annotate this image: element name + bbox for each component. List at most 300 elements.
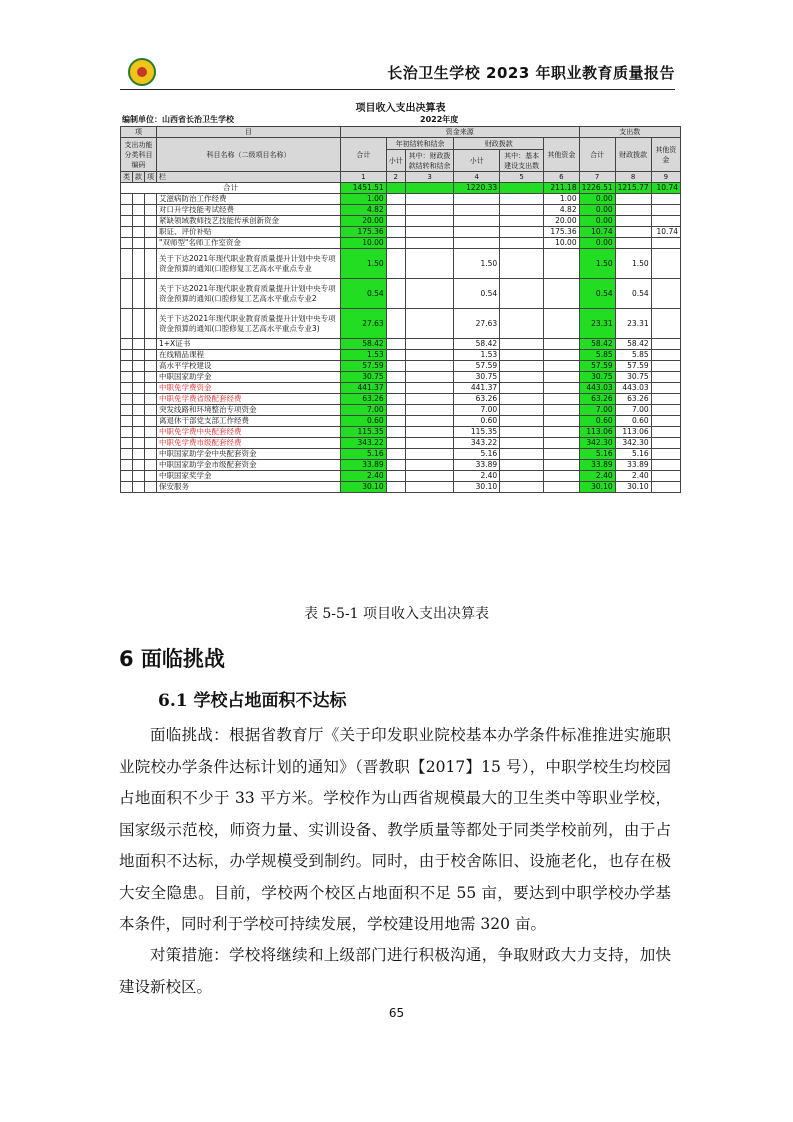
carry-subtotal-cell [386, 460, 405, 471]
kind-cell [121, 227, 133, 238]
total-cell: 175.36 [341, 227, 387, 238]
exp-other-cell [651, 471, 680, 482]
finance-table [120, 126, 681, 493]
exp-other-cell [651, 205, 680, 216]
header-n1: 1 [341, 172, 387, 183]
table-row [121, 361, 681, 372]
carry-fiscal-cell [405, 361, 454, 372]
item-cell [145, 405, 157, 416]
kind-cell [121, 449, 133, 460]
subject-name-cell: 保安服务 [157, 482, 341, 493]
section-cell [133, 471, 145, 482]
exp-fiscal-cell: 443.03 [615, 383, 651, 394]
exp-fiscal-cell: 342.30 [615, 438, 651, 449]
total-cell: 5.16 [341, 449, 387, 460]
fiscal-subtotal-cell: 63.26 [454, 394, 500, 405]
section-cell [133, 394, 145, 405]
header-funding-source: 资金来源 [341, 127, 580, 138]
basic-construction-cell [500, 194, 544, 205]
basic-construction-cell [500, 361, 544, 372]
table-row [121, 416, 681, 427]
exp-other-cell [651, 427, 680, 438]
paragraph-challenge: 面临挑战：根据省教育厅《关于印发职业院校基本办学条件标准推进实施职业院校办学条件达标计划的通知》（晋教职【2017】15 号），中职学校生均校园占地面积不少于 33 平方米。学校作为山西省规模最大的卫生类中等职业学校，国家级示范校，师资力量、实训设备、教学质量等都处于同类学校前列，由于占地面积不达标，办学规模受到制约。同时，由于校舍陈旧、设施老化，也存在极大安全隐患。目前，学校两个校区占地面积不足 55 亩，要达到中职学校办学基本条件，同时利于学校可持续发展，学校建设用地需 320 亩。 [119, 726, 671, 933]
carry-subtotal-cell [386, 350, 405, 361]
fiscal-subtotal-cell [454, 238, 500, 249]
subject-name-cell: 在线精品课程 [157, 350, 341, 361]
total-cell: 33.89 [341, 460, 387, 471]
table-row [121, 227, 681, 238]
carry-subtotal-cell [386, 205, 405, 216]
fiscal-subtotal-cell: 33.89 [454, 460, 500, 471]
item-cell [145, 394, 157, 405]
total-cell: 2.40 [341, 471, 387, 482]
fiscal-subtotal-cell: 0.60 [454, 416, 500, 427]
total-cell: 30.75 [341, 372, 387, 383]
carry-fiscal-cell [405, 350, 454, 361]
total-c6: 211.18 [544, 183, 579, 194]
total-c7: 1226.51 [579, 183, 615, 194]
page-header [120, 52, 675, 88]
header-subject-name: 科目名称（二级项目名称） [157, 138, 341, 172]
fiscal-subtotal-cell: 30.10 [454, 482, 500, 493]
exp-fiscal-cell: 58.42 [615, 339, 651, 350]
basic-construction-cell [500, 216, 544, 227]
item-cell [145, 350, 157, 361]
exp-fiscal-cell [615, 205, 651, 216]
kind-cell [121, 427, 133, 438]
total-cell: 4.82 [341, 205, 387, 216]
header-n6: 6 [544, 172, 579, 183]
section-cell [133, 427, 145, 438]
table-row [121, 405, 681, 416]
exp-total-cell: 30.75 [579, 372, 615, 383]
exp-other-cell [651, 460, 680, 471]
carry-fiscal-cell [405, 216, 454, 227]
basic-construction-cell [500, 427, 544, 438]
total-cell: 7.00 [341, 405, 387, 416]
table-row [121, 238, 681, 249]
section-cell [133, 460, 145, 471]
exp-fiscal-cell: 63.26 [615, 394, 651, 405]
basic-construction-cell [500, 405, 544, 416]
fiscal-subtotal-cell: 1.50 [454, 249, 500, 279]
header-n5: 5 [500, 172, 544, 183]
exp-fiscal-cell [615, 238, 651, 249]
fiscal-subtotal-cell: 58.42 [454, 339, 500, 350]
basic-construction-cell [500, 438, 544, 449]
header-fiscal-subtotal: 小计 [454, 150, 500, 172]
kind-cell [121, 372, 133, 383]
exp-other-cell [651, 449, 680, 460]
exp-fiscal-cell [615, 194, 651, 205]
carry-fiscal-cell [405, 372, 454, 383]
other-funds-cell: 20.00 [544, 216, 579, 227]
header-exp-fiscal: 财政拨款 [615, 138, 651, 172]
other-funds-cell [544, 383, 579, 394]
header-n3: 3 [405, 172, 454, 183]
section-cell [133, 339, 145, 350]
header-item-cell: 项 [121, 127, 157, 138]
exp-other-cell [651, 394, 680, 405]
exp-fiscal-cell [615, 216, 651, 227]
exp-fiscal-cell: 57.59 [615, 361, 651, 372]
carry-fiscal-cell [405, 405, 454, 416]
exp-fiscal-cell [615, 227, 651, 238]
basic-construction-cell [500, 309, 544, 339]
carry-subtotal-cell [386, 194, 405, 205]
exp-total-cell: 0.00 [579, 238, 615, 249]
item-cell [145, 227, 157, 238]
subject-name-cell: 1+X证书 [157, 339, 341, 350]
section-cell [133, 416, 145, 427]
header-total: 合计 [341, 138, 387, 172]
carry-subtotal-cell [386, 249, 405, 279]
other-funds-cell: 4.82 [544, 205, 579, 216]
table-row [121, 438, 681, 449]
exp-total-cell: 7.00 [579, 405, 615, 416]
table-row [121, 460, 681, 471]
total-c9: 10.74 [651, 183, 680, 194]
fiscal-subtotal-cell: 343.22 [454, 438, 500, 449]
item-cell [145, 471, 157, 482]
other-funds-cell [544, 405, 579, 416]
total-cell: 343.22 [341, 438, 387, 449]
subject-name-cell: 对口升学技能考试经费 [157, 205, 341, 216]
exp-other-cell [651, 350, 680, 361]
fiscal-subtotal-cell: 2.40 [454, 471, 500, 482]
other-funds-cell: 1.00 [544, 194, 579, 205]
table-row [121, 309, 681, 339]
school-logo-icon [128, 58, 156, 86]
fiscal-subtotal-cell [454, 216, 500, 227]
subsection-heading: 6.1 学校占地面积不达标 [158, 691, 347, 711]
fiscal-subtotal-cell [454, 227, 500, 238]
carry-subtotal-cell [386, 309, 405, 339]
table-row [121, 482, 681, 493]
exp-other-cell [651, 416, 680, 427]
total-cell: 441.37 [341, 383, 387, 394]
item-cell [145, 372, 157, 383]
subject-name-cell: 关于下达2021年现代职业教育质量提升计划中央专项资金预算的通知(口腔修复工艺高水平重点专业 [157, 249, 341, 279]
table-row [121, 279, 681, 309]
exp-other-cell [651, 438, 680, 449]
subject-name-cell: 中职免学费资金 [157, 383, 341, 394]
section-cell [133, 205, 145, 216]
subject-name-cell: 中职国家奖学金 [157, 471, 341, 482]
other-funds-cell [544, 249, 579, 279]
section-cell [133, 361, 145, 372]
table-title: 项目收入支出决算表 [355, 103, 446, 114]
subject-name-cell: 高水平学校建设 [157, 361, 341, 372]
carry-subtotal-cell [386, 339, 405, 350]
exp-other-cell [651, 372, 680, 383]
total-cell: 10.00 [341, 238, 387, 249]
table-caption: 表 5-5-1 项目收入支出决算表 [303, 606, 490, 622]
section-cell [133, 309, 145, 339]
exp-fiscal-cell: 33.89 [615, 460, 651, 471]
section-cell [133, 249, 145, 279]
finance-table-image [120, 97, 681, 591]
total-cell: 57.59 [341, 361, 387, 372]
carry-subtotal-cell [386, 279, 405, 309]
exp-fiscal-cell: 30.75 [615, 372, 651, 383]
subject-name-cell: 关于下达2021年现代职业教育质量提升计划中央专项资金预算的通知(口腔修复工艺高水平重点专业2 [157, 279, 341, 309]
basic-construction-cell [500, 394, 544, 405]
carry-subtotal-cell [386, 449, 405, 460]
subject-name-cell: 中职免学费中央配套经费 [157, 427, 341, 438]
other-funds-cell [544, 350, 579, 361]
section-cell [133, 405, 145, 416]
header-n9: 9 [651, 172, 680, 183]
header-carryover: 年初结转和结余 [386, 138, 454, 150]
subject-name-cell: "双师型"名师工作室资金 [157, 238, 341, 249]
fiscal-subtotal-cell: 115.35 [454, 427, 500, 438]
subject-name-cell: 职证、评价补贴 [157, 227, 341, 238]
table-row [121, 205, 681, 216]
subject-name-cell: 中职国家助学金 [157, 372, 341, 383]
item-cell [145, 361, 157, 372]
header-fiscal: 财政拨款 [454, 138, 544, 150]
carry-fiscal-cell [405, 309, 454, 339]
carry-subtotal-cell [386, 438, 405, 449]
carry-fiscal-cell [405, 227, 454, 238]
kind-cell [121, 194, 133, 205]
basic-construction-cell [500, 460, 544, 471]
section-cell [133, 279, 145, 309]
exp-total-cell: 63.26 [579, 394, 615, 405]
exp-total-cell: 5.85 [579, 350, 615, 361]
total-cell: 0.60 [341, 416, 387, 427]
carry-fiscal-cell [405, 205, 454, 216]
carry-subtotal-cell [386, 405, 405, 416]
table-row [121, 383, 681, 394]
subject-name-cell: 中职国家助学金市级配套资金 [157, 460, 341, 471]
exp-other-cell [651, 405, 680, 416]
item-cell [145, 449, 157, 460]
section-cell [133, 449, 145, 460]
header-other-funds: 其他资金 [544, 138, 579, 172]
carry-subtotal-cell [386, 482, 405, 493]
header-exp-other: 其他资金 [651, 138, 680, 172]
total-cell: 0.54 [341, 279, 387, 309]
other-funds-cell [544, 309, 579, 339]
exp-total-cell: 342.30 [579, 438, 615, 449]
other-funds-cell [544, 482, 579, 493]
exp-fiscal-cell: 30.10 [615, 482, 651, 493]
total-cell: 1.53 [341, 350, 387, 361]
carry-fiscal-cell [405, 394, 454, 405]
exp-fiscal-cell: 5.85 [615, 350, 651, 361]
exp-total-cell: 0.00 [579, 216, 615, 227]
carry-subtotal-cell [386, 227, 405, 238]
fiscal-subtotal-cell: 5.16 [454, 449, 500, 460]
exp-total-cell: 1.50 [579, 249, 615, 279]
exp-other-cell [651, 238, 680, 249]
table-row [121, 471, 681, 482]
kind-cell [121, 460, 133, 471]
section-cell [133, 372, 145, 383]
basic-construction-cell [500, 372, 544, 383]
exp-total-cell: 10.74 [579, 227, 615, 238]
carry-fiscal-cell [405, 482, 454, 493]
section-cell [133, 438, 145, 449]
basic-construction-cell [500, 350, 544, 361]
total-cell: 27.63 [341, 309, 387, 339]
fiscal-subtotal-cell: 57.59 [454, 361, 500, 372]
other-funds-cell [544, 394, 579, 405]
exp-total-cell: 23.31 [579, 309, 615, 339]
carry-fiscal-cell [405, 471, 454, 482]
total-cell: 1.00 [341, 194, 387, 205]
table-row [121, 449, 681, 460]
carry-subtotal-cell [386, 471, 405, 482]
carry-subtotal-cell [386, 361, 405, 372]
exp-other-cell [651, 279, 680, 309]
carry-subtotal-cell [386, 394, 405, 405]
exp-fiscal-cell: 0.60 [615, 416, 651, 427]
kind-cell [121, 471, 133, 482]
table-row [121, 372, 681, 383]
kind-cell [121, 339, 133, 350]
fiscal-subtotal-cell: 1.53 [454, 350, 500, 361]
header-func-class: 支出功能分类科目编码 [121, 138, 157, 172]
total-cell: 20.00 [341, 216, 387, 227]
carry-fiscal-cell [405, 383, 454, 394]
item-cell [145, 460, 157, 471]
subject-name-cell: 离退休干部党支部工作经费 [157, 416, 341, 427]
carry-fiscal-cell [405, 449, 454, 460]
basic-construction-cell [500, 416, 544, 427]
total-cell: 58.42 [341, 339, 387, 350]
kind-cell [121, 482, 133, 493]
total-c1: 1451.51 [341, 183, 387, 194]
exp-fiscal-cell: 5.16 [615, 449, 651, 460]
carry-fiscal-cell [405, 460, 454, 471]
carry-subtotal-cell [386, 427, 405, 438]
item-cell [145, 205, 157, 216]
exp-other-cell [651, 482, 680, 493]
exp-fiscal-cell: 1.50 [615, 249, 651, 279]
table-row [121, 339, 681, 350]
exp-fiscal-cell: 113.06 [615, 427, 651, 438]
header-divider [120, 89, 675, 90]
exp-total-cell: 0.54 [579, 279, 615, 309]
section-cell [133, 383, 145, 394]
carry-fiscal-cell [405, 339, 454, 350]
exp-other-cell [651, 383, 680, 394]
exp-total-cell: 2.40 [579, 471, 615, 482]
subject-name-cell: 突发线路和环境整治专项资金 [157, 405, 341, 416]
basic-construction-cell [500, 339, 544, 350]
header-n8: 8 [615, 172, 651, 183]
basic-construction-cell [500, 205, 544, 216]
table-row [121, 350, 681, 361]
exp-total-cell: 5.16 [579, 449, 615, 460]
fiscal-subtotal-cell [454, 194, 500, 205]
total-cell: 115.35 [341, 427, 387, 438]
header-n2: 2 [386, 172, 405, 183]
carry-subtotal-cell [386, 216, 405, 227]
header-kind: 类 [121, 172, 133, 183]
total-cell: 1.50 [341, 249, 387, 279]
kind-cell [121, 361, 133, 372]
item-cell [145, 482, 157, 493]
carry-fiscal-cell [405, 238, 454, 249]
fiscal-subtotal-cell: 27.63 [454, 309, 500, 339]
item-cell [145, 279, 157, 309]
header-n4: 4 [454, 172, 500, 183]
exp-other-cell [651, 361, 680, 372]
table-row [121, 249, 681, 279]
other-funds-cell [544, 438, 579, 449]
table-row [121, 216, 681, 227]
other-funds-cell [544, 471, 579, 482]
other-funds-cell [544, 449, 579, 460]
exp-other-cell [651, 339, 680, 350]
item-cell [145, 339, 157, 350]
basic-construction-cell [500, 249, 544, 279]
header-sub-fiscal-carry: 其中：财政拨款结转和结余 [405, 150, 454, 172]
exp-total-cell: 113.06 [579, 427, 615, 438]
item-cell [145, 309, 157, 339]
paragraph-measures: 对策措施：学校将继续和上级部门进行积极沟通，争取财政大力支持，加快建设新校区。 [119, 946, 671, 996]
other-funds-cell: 10.00 [544, 238, 579, 249]
subject-name-cell: 艾滋病防治工作经费 [157, 194, 341, 205]
subject-name-cell: 中职免学费省级配套经费 [157, 394, 341, 405]
basic-construction-cell [500, 238, 544, 249]
exp-total-cell: 58.42 [579, 339, 615, 350]
item-cell [145, 438, 157, 449]
total-c8: 1215.77 [615, 183, 651, 194]
kind-cell [121, 383, 133, 394]
exp-fiscal-cell: 2.40 [615, 471, 651, 482]
exp-other-cell [651, 194, 680, 205]
kind-cell [121, 249, 133, 279]
header-bar: 栏 [157, 172, 341, 183]
header-sub-basic-construction: 其中：基本建设支出数 [500, 150, 544, 172]
header-n7: 7 [579, 172, 615, 183]
other-funds-cell [544, 427, 579, 438]
exp-fiscal-cell: 23.31 [615, 309, 651, 339]
basic-construction-cell [500, 227, 544, 238]
section-cell [133, 350, 145, 361]
kind-cell [121, 309, 133, 339]
header-item: 项 [145, 172, 157, 183]
item-cell [145, 427, 157, 438]
other-funds-cell [544, 460, 579, 471]
section-cell [133, 238, 145, 249]
basic-construction-cell [500, 449, 544, 460]
total-row [121, 183, 681, 194]
other-funds-cell [544, 372, 579, 383]
basic-construction-cell [500, 383, 544, 394]
header-section: 款 [133, 172, 145, 183]
carry-fiscal-cell [405, 194, 454, 205]
basic-construction-cell [500, 471, 544, 482]
total-cell: 63.26 [341, 394, 387, 405]
subject-name-cell: 中职免学费市级配套经费 [157, 438, 341, 449]
basic-construction-cell [500, 482, 544, 493]
kind-cell [121, 350, 133, 361]
item-cell [145, 194, 157, 205]
kind-cell [121, 416, 133, 427]
kind-cell [121, 238, 133, 249]
exp-total-cell: 30.10 [579, 482, 615, 493]
total-label: 合计 [121, 183, 341, 194]
other-funds-cell: 175.36 [544, 227, 579, 238]
item-cell [145, 249, 157, 279]
kind-cell [121, 394, 133, 405]
